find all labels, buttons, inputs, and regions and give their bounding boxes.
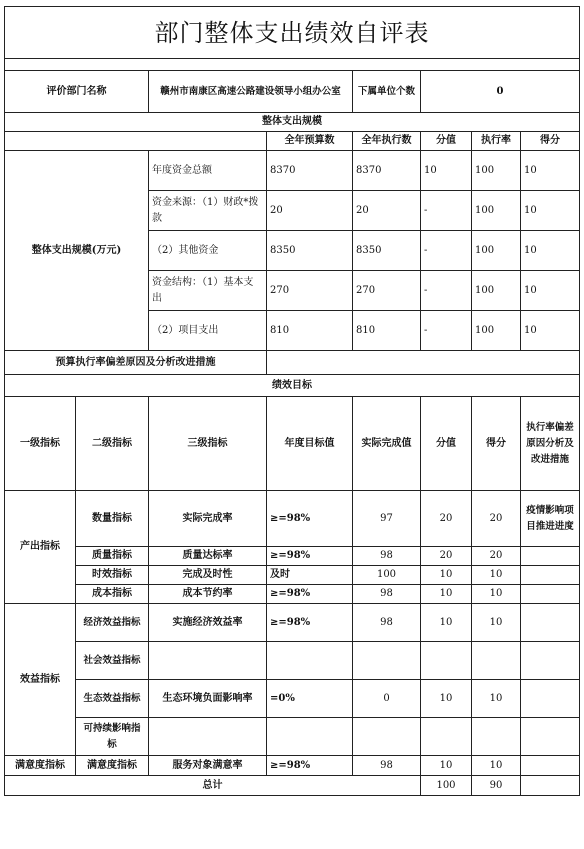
benefit-target (267, 642, 353, 680)
scale-row-budget: 8370 (267, 151, 353, 191)
scale-label: 整体支出规模(万元) (5, 151, 149, 351)
benefit-l2: 可持续影响指标 (76, 718, 149, 756)
benefit-score: 10 (472, 604, 521, 642)
benefit-actual: 0 (353, 680, 421, 718)
output-score: 10 (472, 585, 521, 604)
output-target: ≥=98% (267, 547, 353, 566)
satisfaction-l3: 服务对象满意率 (149, 756, 267, 776)
scale-row-score: 10 (521, 191, 580, 231)
total-score: 90 (472, 776, 521, 796)
scale-row-executed: 270 (353, 271, 421, 311)
benefit-reason-empty (521, 604, 580, 642)
perf-header-score-value: 分值 (421, 397, 472, 491)
output-l2: 时效指标 (76, 566, 149, 585)
scale-row-executed: 8370 (353, 151, 421, 191)
satisfaction-target: ≥=98% (267, 756, 353, 776)
subordinate-label: 下属单位个数 (353, 71, 421, 113)
deviation-label: 预算执行率偏差原因及分析改进措施 (5, 351, 267, 375)
output-l3: 完成及时性 (149, 566, 267, 585)
benefit-score-value (421, 642, 472, 680)
benefit-score: 10 (472, 680, 521, 718)
scale-row-budget: 810 (267, 311, 353, 351)
scale-row-executed: 20 (353, 191, 421, 231)
deviation-value (267, 351, 580, 375)
scale-row-score-value: 10 (421, 151, 472, 191)
benefit-actual (353, 718, 421, 756)
output-score: 10 (472, 566, 521, 585)
benefit-l2: 社会效益指标 (76, 642, 149, 680)
scale-header-budget: 全年预算数 (267, 132, 353, 151)
scale-row-score: 10 (521, 151, 580, 191)
satisfaction-actual: 98 (353, 756, 421, 776)
perf-header-level1: 一级指标 (5, 397, 76, 491)
benefit-target (267, 718, 353, 756)
unit-name-label: 评价部门名称 (5, 71, 149, 113)
benefit-target: ≥=98% (267, 604, 353, 642)
output-actual: 100 (353, 566, 421, 585)
benefit-l2: 生态效益指标 (76, 680, 149, 718)
satisfaction-indicator-label: 满意度指标 (5, 756, 76, 776)
output-actual: 97 (353, 491, 421, 547)
scale-row-rate: 100 (472, 231, 521, 271)
form-title: 部门整体支出绩效自评表 (5, 7, 580, 59)
total-score-value: 100 (421, 776, 472, 796)
scale-row-item: 资金结构：（1）基本支出 (149, 271, 267, 311)
satisfaction-reason-empty (521, 756, 580, 776)
scale-section-header: 整体支出规模 (5, 113, 580, 132)
unit-name-value: 赣州市南康区高速公路建设领导小组办公室 (149, 71, 353, 113)
benefit-l3 (149, 718, 267, 756)
benefit-actual: 98 (353, 604, 421, 642)
output-target: ≥=98% (267, 491, 353, 547)
scale-header-blank (5, 132, 267, 151)
benefit-reason-empty (521, 680, 580, 718)
output-actual: 98 (353, 547, 421, 566)
output-l3: 成本节约率 (149, 585, 267, 604)
scale-header-rate: 执行率 (472, 132, 521, 151)
perf-header-actual: 实际完成值 (353, 397, 421, 491)
benefit-score-value: 10 (421, 604, 472, 642)
subordinate-count: 0 (421, 71, 580, 113)
benefit-l3: 生态环境负面影响率 (149, 680, 267, 718)
scale-row-budget: 20 (267, 191, 353, 231)
scale-row-item: 年度资金总额 (149, 151, 267, 191)
scale-row-rate: 100 (472, 151, 521, 191)
total-reason-empty (521, 776, 580, 796)
satisfaction-l2: 满意度指标 (76, 756, 149, 776)
benefit-score-value: 10 (421, 680, 472, 718)
scale-header-score: 得分 (521, 132, 580, 151)
total-label: 总计 (5, 776, 421, 796)
output-l2: 质量指标 (76, 547, 149, 566)
scale-row-rate: 100 (472, 191, 521, 231)
benefit-target: =0% (267, 680, 353, 718)
perf-header-level2: 二级指标 (76, 397, 149, 491)
scale-header-score-value: 分值 (421, 132, 472, 151)
benefit-l2: 经济效益指标 (76, 604, 149, 642)
scale-row-item: （2）其他资金 (149, 231, 267, 271)
scale-row-rate: 100 (472, 311, 521, 351)
spacer-row (5, 59, 580, 71)
scale-row-executed: 810 (353, 311, 421, 351)
benefit-score-value (421, 718, 472, 756)
evaluation-table (4, 6, 580, 796)
output-l3: 质量达标率 (149, 547, 267, 566)
benefit-actual (353, 642, 421, 680)
scale-row-item: （2）项目支出 (149, 311, 267, 351)
output-reason-empty (521, 547, 580, 566)
benefit-indicator-label: 效益指标 (5, 604, 76, 756)
output-indicator-label: 产出指标 (5, 491, 76, 604)
benefit-reason-empty (521, 718, 580, 756)
scale-row-rate: 100 (472, 271, 521, 311)
benefit-score (472, 718, 521, 756)
benefit-l3: 实施经济效益率 (149, 604, 267, 642)
perf-header-score: 得分 (472, 397, 521, 491)
scale-row-score: 10 (521, 311, 580, 351)
scale-row-score-value: - (421, 311, 472, 351)
scale-row-score-value: - (421, 271, 472, 311)
output-actual: 98 (353, 585, 421, 604)
perf-header-target: 年度目标值 (267, 397, 353, 491)
output-l2: 成本指标 (76, 585, 149, 604)
scale-header-executed: 全年执行数 (353, 132, 421, 151)
output-target: ≥=98% (267, 585, 353, 604)
output-score-value: 10 (421, 566, 472, 585)
scale-row-executed: 8350 (353, 231, 421, 271)
output-reason: 疫情影响项目推进进度 (521, 491, 580, 547)
output-l3: 实际完成率 (149, 491, 267, 547)
output-score-value: 10 (421, 585, 472, 604)
scale-row-score: 10 (521, 231, 580, 271)
scale-row-score: 10 (521, 271, 580, 311)
scale-row-budget: 8350 (267, 231, 353, 271)
output-reason-empty (521, 585, 580, 604)
scale-row-score-value: - (421, 231, 472, 271)
benefit-l3 (149, 642, 267, 680)
scale-row-item: 资金来源：（1）财政*拨款 (149, 191, 267, 231)
perf-header-reason: 执行率偏差原因分析及改进措施 (521, 397, 580, 491)
scale-row-score-value: - (421, 191, 472, 231)
output-score: 20 (472, 491, 521, 547)
perf-header-level3: 三级指标 (149, 397, 267, 491)
perf-section-header: 绩效目标 (5, 375, 580, 397)
scale-row-budget: 270 (267, 271, 353, 311)
output-reason-empty (521, 566, 580, 585)
satisfaction-score: 10 (472, 756, 521, 776)
output-score: 20 (472, 547, 521, 566)
output-score-value: 20 (421, 491, 472, 547)
output-target: 及时 (267, 566, 353, 585)
output-l2: 数量指标 (76, 491, 149, 547)
output-score-value: 20 (421, 547, 472, 566)
benefit-score (472, 642, 521, 680)
benefit-reason-empty (521, 642, 580, 680)
satisfaction-score-value: 10 (421, 756, 472, 776)
